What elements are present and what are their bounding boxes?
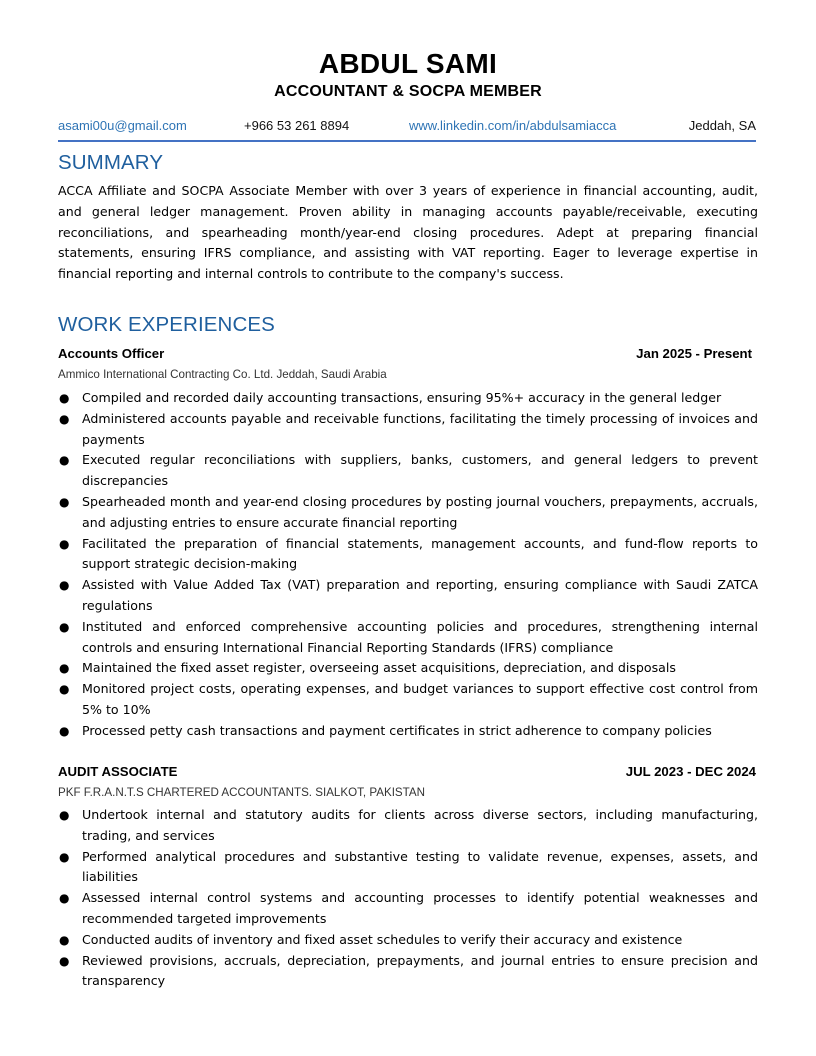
list-item: ● Conducted audits of inventory and fixed asset schedules to verify their accuracy and existence [58,930,758,951]
bullet-icon: ● [59,891,70,906]
linkedin-link[interactable]: www.linkedin.com/in/abdulsamiacca [409,118,617,133]
candidate-name: ABDUL SAMI [318,48,498,79]
job-bullet-list [58,388,758,742]
list-item: ● Reviewed provisions, accruals, depreciation, prepayments, and journal entries to ensure precision and transparency [59,952,758,989]
list-item: ● Assessed internal control systems and accounting processes to identify potential weaknesses and recommended targeted improvements [59,890,758,926]
job-dates: JUL 2023 - DEC 2024 [625,764,756,779]
list-item: ● Assisted with Value Added Tax (VAT) preparation and reporting, ensuring compliance with Saudi ZATCA regulations [59,577,758,613]
header-divider [58,140,756,142]
bullet-icon: ● [59,494,70,509]
phone-number: +966 53 261 8894 [244,118,350,133]
summary-heading: SUMMARY [58,151,164,174]
bullet-icon: ● [59,536,70,551]
bullet-icon: ● [59,849,70,864]
list-item: ● Maintained the fixed asset register, overseeing asset acquisitions, depreciation, and disposals [58,658,758,679]
location: Jeddah, SA [688,118,756,133]
list-item: ● Executed regular reconciliations with suppliers, banks, customers, and general ledgers to prevent discrepancies [59,452,758,489]
list-item: ● Facilitated the preparation of financial statements, management accounts, and fund-flow reports to support strategic decision-making [59,535,758,572]
job-title: Accounts Officer [58,346,165,361]
bullet-icon: ● [59,578,70,593]
list-item: ● Instituted and enforced comprehensive accounting policies and procedures, strengthening internal controls and ensuring International Financial Reporting Standards (IFRS) compliance [59,618,758,655]
job-bullet-list [58,805,758,992]
candidate-title: ACCOUNTANT & SOCPA MEMBER [274,83,542,100]
bullet-icon: ● [59,453,70,468]
job-company: Ammico International Contracting Co. Ltd. Jeddah, Saudi Arabia [58,368,387,381]
bullet-icon: ● [59,723,70,738]
bullet-icon: ● [59,411,70,426]
bullet-icon: ● [59,391,70,405]
bullet-icon: ● [59,953,70,968]
job-company: PKF F.R.A.N.T.S CHARTERED ACCOUNTANTS. SIALKOT, PAKISTAN [58,786,425,799]
list-item: ● Processed petty cash transactions and payment certificates in strict adherence to company policies [58,721,758,742]
bullet-icon: ● [59,932,70,947]
summary-text: ACCA Affiliate and SOCPA Associate Member with over 3 years of experience in financial accounting, audit, and general ledger management. Proven ability in managing accounts payable/receivable, executing reconciliations, and spearheading month/year-end closing procedures. Adept at preparing financial statements, ensuring IFRS compliance, and assisting with VAT reporting. Eager to leverage expertise in financial reporting and internal controls to contribute to the company's success. [58,183,758,282]
list-item: ● Undertook internal and statutory audits for clients across diverse sectors, including manufacturing, trading, and services [59,807,758,843]
list-item: ● Compiled and recorded daily accounting transactions, ensuring 95%+ accuracy in the general ledger [58,388,758,409]
list-item: ● Administered accounts payable and receivable functions, facilitating the timely processing of invoices and payments [59,410,758,447]
email-link[interactable]: asami00u@gmail.com [58,118,187,133]
bullet-icon: ● [59,808,70,822]
bullet-icon: ● [59,682,70,697]
list-item: ● Spearheaded month and year-end closing procedures by posting journal vouchers, prepayments, accruals, and adjusting entries to ensure accurate financial reporting [59,493,758,530]
list-item: ● Performed analytical procedures and substantive testing to validate revenue, expenses, assets, and liabilities [59,848,758,885]
experience-heading: WORK EXPERIENCES [58,313,275,336]
bullet-icon: ● [59,619,70,634]
list-item: ● Monitored project costs, operating expenses, and budget variances to support effective cost control from 5% to 10% [59,681,758,717]
job-title: AUDIT ASSOCIATE [58,764,178,779]
job-dates: Jan 2025 - Present [636,346,752,361]
contact-bar [58,118,758,136]
bullet-icon: ● [59,661,70,676]
